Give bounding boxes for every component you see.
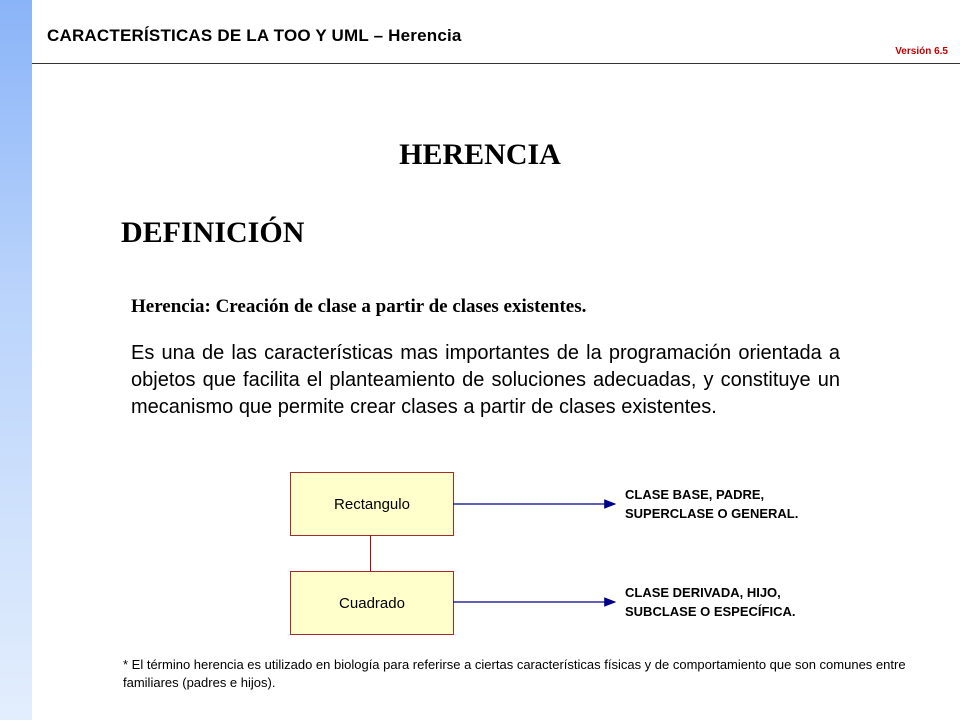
child-class-description [625, 583, 795, 621]
version-label: Versión 6.5 [895, 46, 948, 57]
footnote: * El término herencia es utilizado en biología para referirse a ciertas características físicas y de comportamiento que son comunes entre familiares (padres e hijos). [123, 657, 906, 690]
page-title: HERENCIA [399, 138, 561, 171]
header-title: CARACTERÍSTICAS DE LA TOO Y UML – Herencia [47, 26, 462, 45]
child-label-line1: CLASE DERIVADA, HIJO, [625, 585, 781, 600]
parent-label-line1: CLASE BASE, PADRE, [625, 487, 765, 502]
child-label-line2: SUBCLASE O ESPECÍFICA. [625, 604, 796, 619]
definition-text: Herencia: Creación de clase a partir de clases existentes. [131, 296, 587, 317]
section-title: DEFINICIÓN [121, 216, 305, 249]
parent-label-line2: SUPERCLASE O GENERAL. [625, 506, 799, 521]
child-class-name: Cuadrado [339, 594, 405, 612]
parent-class-name: Rectangulo [334, 495, 410, 513]
parent-class-description [625, 485, 798, 523]
body-paragraph: Es una de las características mas importantes de la programación orientada a objetos que facilita el planteamiento de soluciones adecuadas, y constituye un mecanismo que permite crear clases a partir de clases existentes. [131, 342, 840, 418]
